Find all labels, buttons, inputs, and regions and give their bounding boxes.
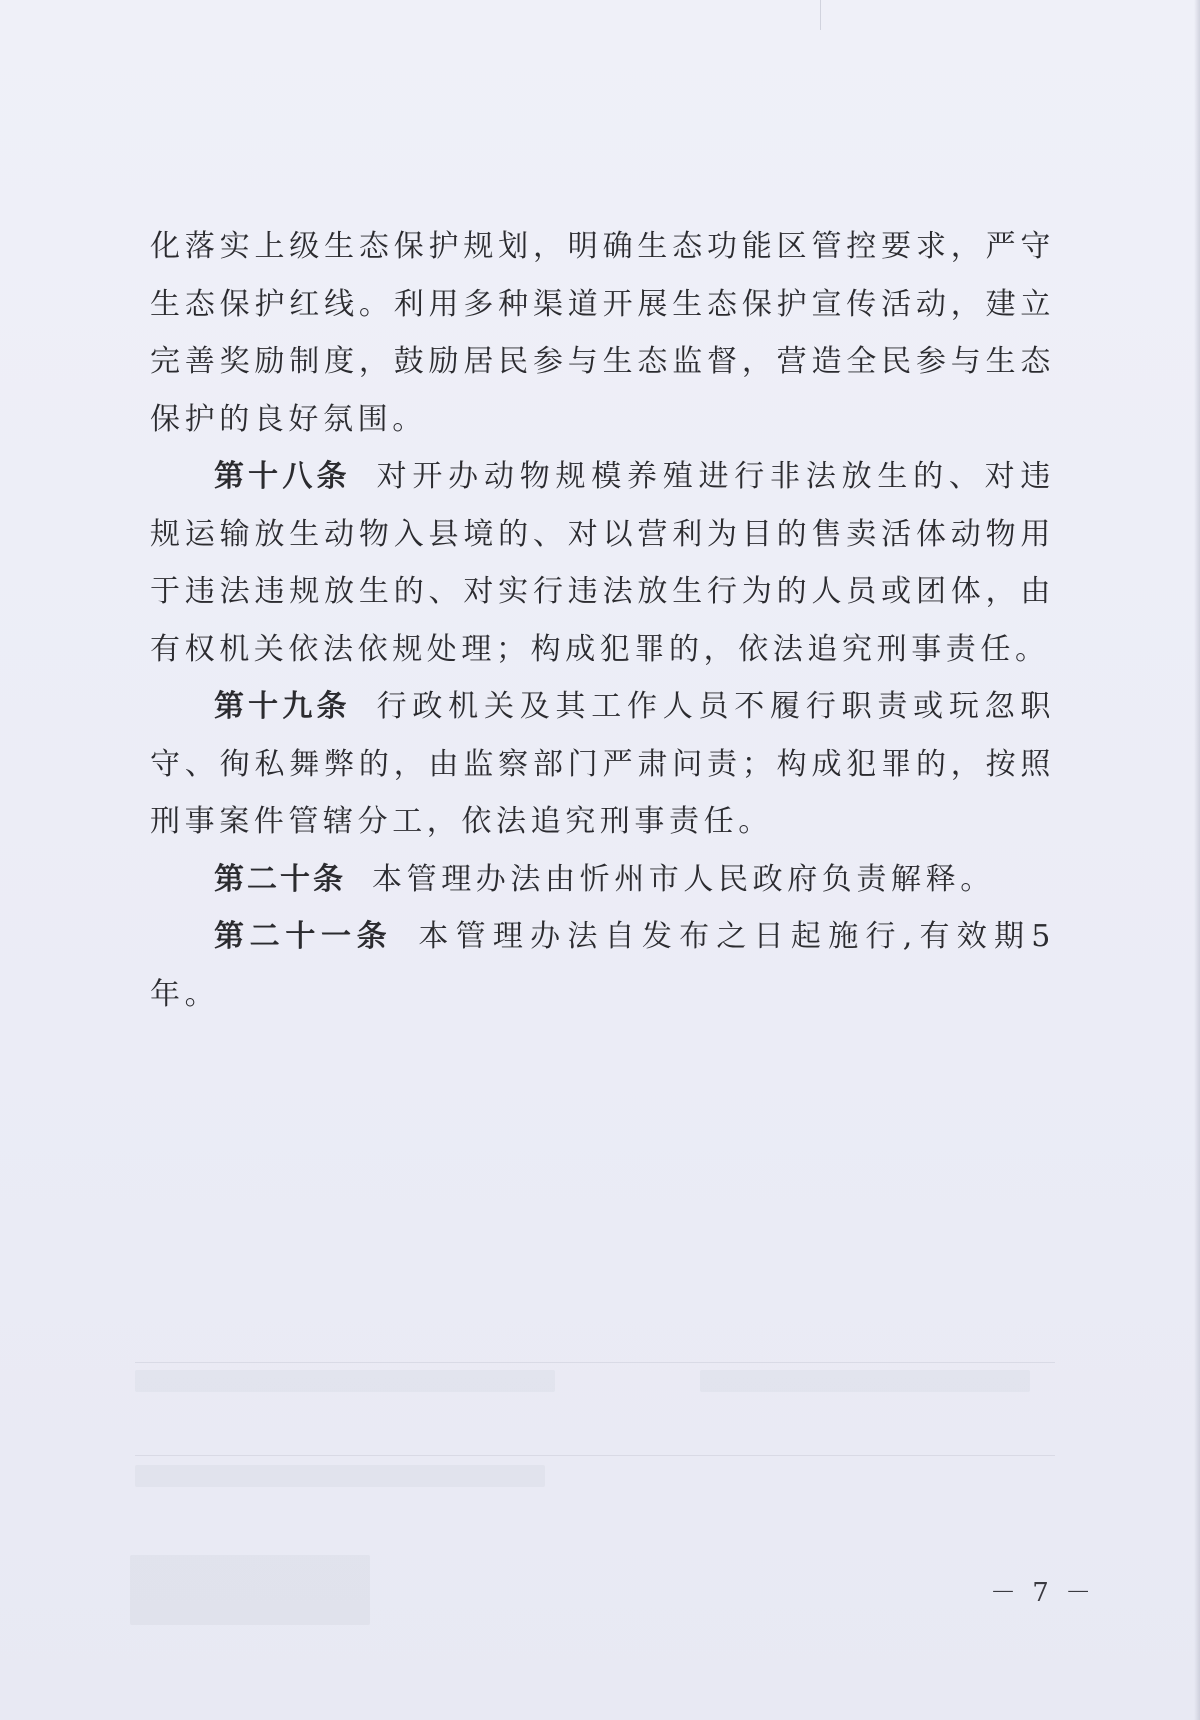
article-19	[150, 678, 1055, 851]
article-label: 第二十一条	[214, 919, 393, 954]
article-18	[150, 448, 1055, 678]
article-text: 本管理办法由忻州市人民政府负责解释。	[372, 861, 995, 897]
page-number: － 7 －	[990, 1578, 1096, 1608]
paragraph-continuation	[150, 218, 1055, 448]
document-body	[150, 218, 1055, 1023]
article-21	[150, 908, 1055, 1023]
article-label: 第二十条	[214, 861, 346, 897]
paragraph-text: 化落实上级生态保护规划，明确生态功能区管控要求，严守生态保护红线。利用多种渠道开展生态保护宣传活动，建立完善奖励制度，鼓励居民参与生态监督，营造全民参与生态保护的良好氛围。	[150, 229, 1055, 437]
show-through-block	[135, 1370, 555, 1392]
article-20	[150, 851, 1055, 909]
show-through-line	[135, 1362, 1055, 1363]
article-text: 行政机关及其工作人员不履行职责或玩忽职守、徇私舞弊的，由监察部门严肃问责；构成犯罪的，按照刑事案件管辖分工，依法追究刑事责任。	[150, 689, 1055, 839]
scan-edge	[1194, 0, 1200, 1720]
article-text: 本管理办法自发布之日起施行,有效期5年。	[150, 919, 1055, 1012]
show-through-block	[130, 1555, 370, 1625]
show-through-line	[135, 1455, 1055, 1456]
article-label: 第十九条	[214, 689, 351, 724]
article-label: 第十八条	[214, 459, 351, 494]
show-through-block	[700, 1370, 1030, 1392]
fold-mark	[820, 0, 821, 30]
show-through-block	[135, 1465, 545, 1487]
article-text: 对开办动物规模养殖进行非法放生的、对违规运输放生动物入县境的、对以营利为目的售卖活体动物用于违法违规放生的、对实行违法放生行为的人员或团体，由有权机关依法依规处理；构成犯罪的，依法追究刑事责任。	[150, 459, 1055, 667]
